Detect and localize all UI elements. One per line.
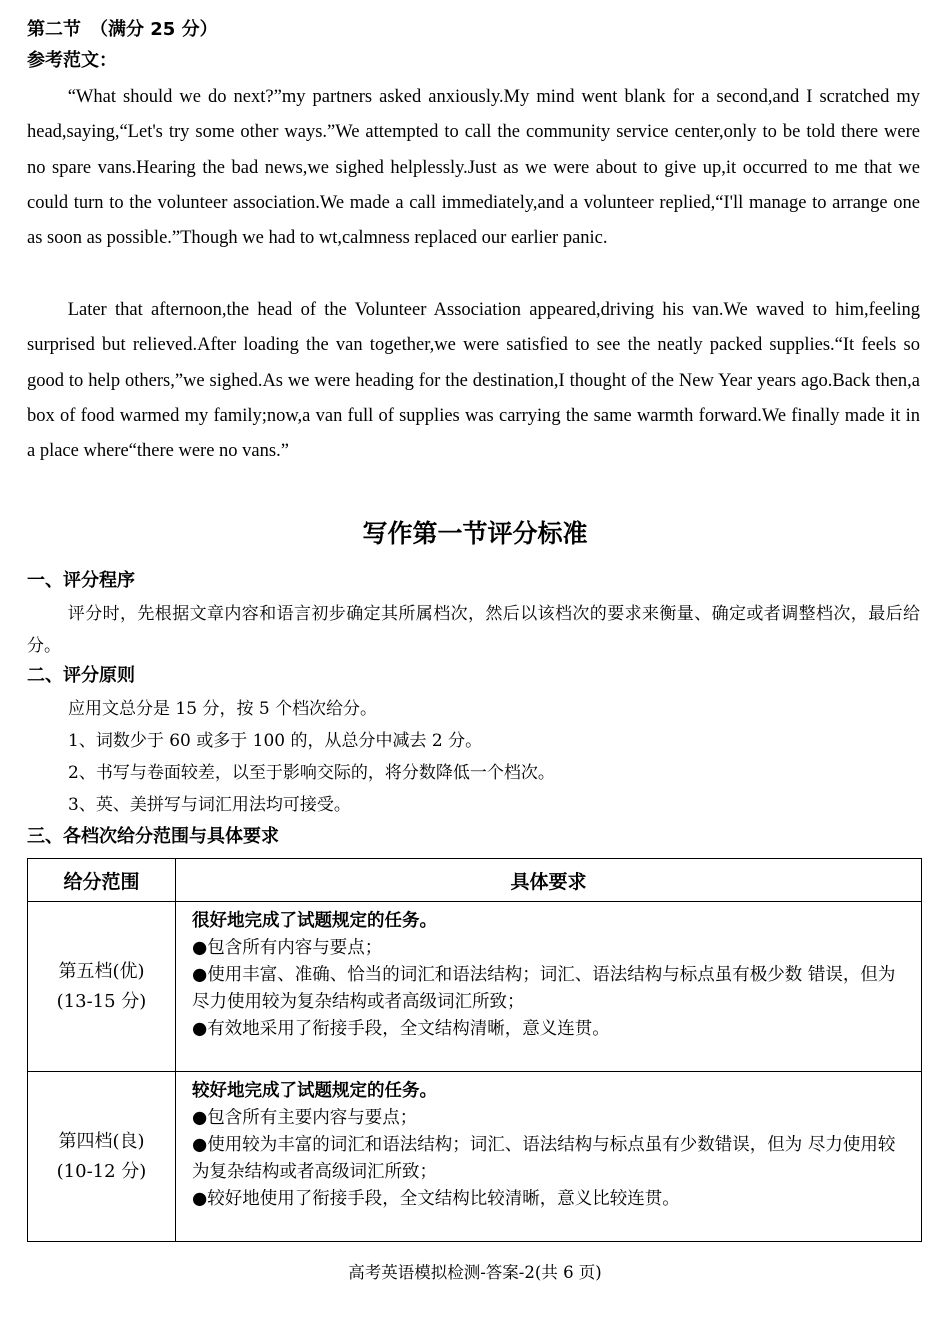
requirement-summary: 很好地完成了试题规定的任务。 (192, 911, 437, 931)
requirement-item: ●包含所有主要内容与要点； (192, 1108, 418, 1128)
levels-heading: 三、各档次给分范围与具体要求 (27, 826, 279, 847)
level-range: (13-15 分) (56, 990, 147, 1012)
essay-paragraph-2: Later that afternoon,the head of the Volunteer Association appeared,driving his van.We waved to him,feeling surprised but relieved.After loading the van together,we were satisfied to see the neatly packed supplies.“It feels so good to help others,”we sighed.As we were heading for the destination,I thought of the New Year years ago.Back then,a box of food warmed my family;now,a van full of supplies was carrying the same warmth forward.We finally made it in a place where“there were no vans.” (27, 300, 920, 462)
column-header-range: 给分范围 (28, 859, 176, 902)
table-header-row (28, 859, 922, 902)
requirements-cell (176, 902, 922, 1072)
page-footer: 高考英语模拟检测-答案-2(共 6 页) (348, 1263, 602, 1282)
requirement-item: ●使用较为丰富的词汇和语法结构；词汇、语法结构与标点虽有少数错误，但为 尽力使用较为复杂结构或者高级词汇所致； (192, 1135, 896, 1182)
essay-paragraph-1: “What should we do next?”my partners asked anxiously.My mind went blank for a second,and I scratched my head,saying,“Let's try some other ways.”We attempted to call the community service center,only to be told there were no spare vans.Hearing the bad news,we sighed helplessly.Just as we were about to give up,it occurred to me that we could turn to the volunteer association.We made a call immediately,and a volunteer replied,“I'll manage to arrange one as soon as possible.”Though we had to wt,calmness replaced our earlier panic. (27, 87, 920, 249)
procedure-heading: 一、评分程序 (27, 570, 135, 591)
requirement-item: ●包含所有内容与要点； (192, 938, 383, 958)
sample-essay-label: 参考范文： (27, 50, 117, 71)
requirement-item: ●使用丰富、准确、恰当的词汇和语法结构；词汇、语法结构与标点虽有极少数 错误，但为尽力使用较为复杂结构或者高级词汇所致； (192, 965, 896, 1012)
procedure-text: 评分时，先根据文章内容和语言初步确定其所属档次，然后以该档次的要求来衡量、确定或者调整档次，最后给分。 (27, 604, 920, 656)
column-header-requirements: 具体要求 (176, 859, 922, 902)
section-header: 第二节 （满分 25 分） (27, 19, 218, 40)
principle-line: 2、书写与卷面较差，以至于影响交际的，将分数降低一个档次。 (68, 763, 555, 783)
principle-line: 应用文总分是 15 分，按 5 个档次给分。 (68, 699, 378, 719)
level-name: 第四档(良) (58, 1130, 145, 1152)
requirements-cell (176, 1072, 922, 1242)
principles-heading: 二、评分原则 (27, 665, 135, 686)
requirement-item: ●较好地使用了衔接手段，全文结构比较清晰，意义比较连贯。 (192, 1189, 680, 1209)
page-title: 写作第一节评分标准 (362, 519, 588, 548)
level-range: (10-12 分) (56, 1160, 147, 1182)
level-cell (28, 902, 176, 1072)
table-row (28, 1072, 922, 1242)
level-name: 第五档(优) (58, 960, 145, 982)
requirement-item: ●有效地采用了衔接手段，全文结构清晰，意义连贯。 (192, 1019, 610, 1039)
scoring-table (27, 858, 922, 1242)
table-row (28, 902, 922, 1072)
principle-line: 1、词数少于 60 或多于 100 的，从总分中减去 2 分。 (68, 731, 483, 751)
requirement-summary: 较好地完成了试题规定的任务。 (192, 1081, 437, 1101)
principle-line: 3、英、美拼写与词汇用法均可接受。 (68, 795, 351, 815)
level-cell (28, 1072, 176, 1242)
